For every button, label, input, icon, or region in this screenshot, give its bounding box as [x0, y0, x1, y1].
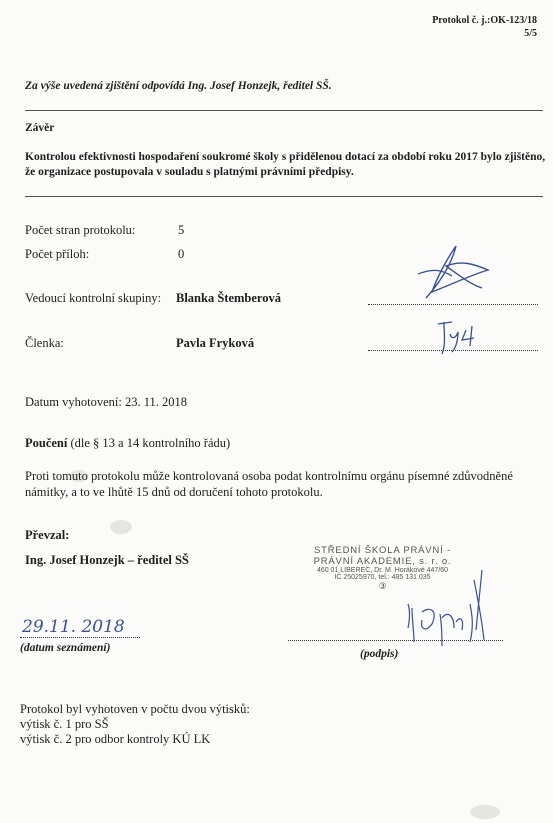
- received-by-label: Převzal:: [25, 528, 70, 542]
- member-label: Členka:: [25, 336, 64, 350]
- pages-label: Počet stran protokolu:: [25, 223, 136, 237]
- creation-date: Datum vyhotovení: 23. 11. 2018: [25, 395, 188, 409]
- leader-signature: [412, 240, 502, 304]
- protocol-reference: Protokol č. j.:OK-123/18: [432, 15, 537, 26]
- instruction-reference: (dle § 13 a 14 kontrolního řádu): [70, 436, 231, 450]
- copies-line-2: výtisk č. 1 pro SŠ: [20, 717, 109, 731]
- attachments-label: Počet příloh:: [25, 247, 90, 261]
- date-line: [20, 637, 140, 638]
- leader-label: Vedoucí kontrolní skupiny:: [25, 291, 162, 305]
- divider: [25, 110, 543, 111]
- paper-blemish: [110, 520, 132, 534]
- received-by-name: Ing. Josef Honzejk – ředitel SŠ: [25, 553, 189, 567]
- instruction-text: Proti tomuto protokolu může kontrolovaná osoba podat kontrolnímu orgánu písemné zdůvodněné námitky, a to ve lhůtě 15 dnů od doručení tohoto protokolu.: [25, 469, 513, 499]
- member-signature: [434, 316, 494, 356]
- acknowledgement-date-caption: (datum seznámení): [20, 642, 111, 654]
- pages-value: 5: [178, 223, 185, 237]
- page-number: 5/5: [524, 28, 537, 39]
- copies-line-1: Protokol byl vyhotoven v počtu dvou výtisků:: [20, 702, 250, 716]
- divider: [25, 196, 543, 197]
- stamp-line-2: PRÁVNÍ AKADEMIE, s. r. o.: [313, 556, 452, 567]
- stamp-line-4: IČ 25025970, tel.: 485 131 035: [334, 574, 431, 581]
- stamp-line-1: STŘEDNÍ ŠKOLA PRÁVNÍ -: [314, 545, 451, 556]
- director-signature: [400, 570, 495, 665]
- member-name: Pavla Fryková: [176, 336, 255, 350]
- stamp-line-3: 460 01 LIBEREC, Dr. M. Horákové 447/60: [316, 567, 449, 574]
- responsibility-statement: Za výše uvedená zjištění odpovídá Ing. Josef Honzejk, ředitel SŠ.: [25, 80, 332, 92]
- handwritten-acknowledgement-date: 29.11. 2018: [22, 617, 125, 637]
- instruction-title: Poučení: [25, 436, 68, 450]
- instruction-heading: [25, 436, 230, 451]
- conclusion-heading: Závěr: [25, 122, 55, 134]
- attachments-value: 0: [178, 247, 185, 261]
- stamp-line-5: ③: [378, 581, 387, 591]
- signature-caption: (podpis): [360, 648, 399, 660]
- conclusion-text: Kontrolou efektivnosti hospodaření soukromé školy s přidělenou dotací za období roku 2017 bylo zjištěno, že organizace postupovala v souladu s platnými právními předpisy.: [25, 151, 546, 178]
- leader-signature-line: [368, 304, 538, 305]
- leader-name: Blanka Štemberová: [176, 291, 281, 305]
- copies-line-3: výtisk č. 2 pro odbor kontroly KÚ LK: [20, 732, 211, 746]
- paper-blemish: [470, 805, 500, 819]
